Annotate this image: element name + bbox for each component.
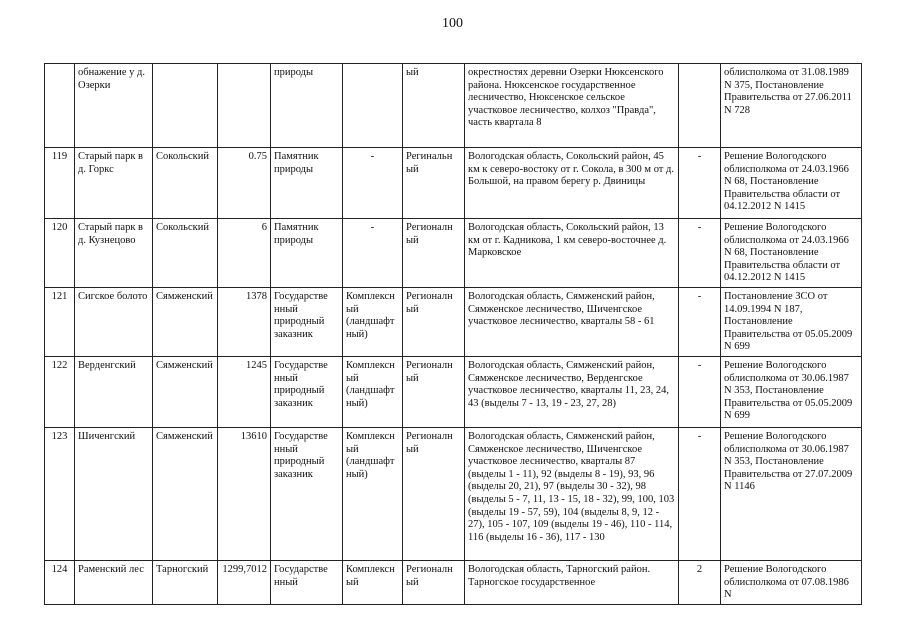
profile: Комплексн ый (ландшафт ный) <box>343 427 403 560</box>
establishing-document: Решение Вологодского облисполкома от 24.03.1966 N 68, Постановление Правительства области от 04.12.2012 N 1415 <box>721 219 862 288</box>
district: Сямженский <box>153 356 218 427</box>
category: Памятник природы <box>271 148 343 219</box>
count: - <box>679 356 721 427</box>
row-number: 124 <box>45 560 75 604</box>
area: 1245 <box>218 356 271 427</box>
row-number: 119 <box>45 148 75 219</box>
row-number: 122 <box>45 356 75 427</box>
establishing-document: Решение Вологодского облисполкома от 30.06.1987 N 353, Постановление Правительства от 05.05.2009 N 699 <box>721 356 862 427</box>
district: Сокольский <box>153 219 218 288</box>
count: - <box>679 219 721 288</box>
establishing-document: Решение Вологодского облисполкома от 07.08.1986 N <box>721 560 862 604</box>
count <box>679 64 721 148</box>
object-name: Раменский лес <box>75 560 153 604</box>
location: Вологодская область, Тарногский район. Тарногское государственное <box>465 560 679 604</box>
district: Тарногский <box>153 560 218 604</box>
district <box>153 64 218 148</box>
row-number <box>45 64 75 148</box>
object-name: Старый парк в д. Кузнецово <box>75 219 153 288</box>
location: Вологодская область, Сямженский район, Сямженское лесничество, Верденгское участковое лесничество, кварталы 11, 23, 24, 43 (выделы 7 - 13, 19 - 23, 27, 28) <box>465 356 679 427</box>
profile: - <box>343 219 403 288</box>
table-row <box>45 64 862 148</box>
location: окрестностях деревни Озерки Нюксенского района. Нюксенское государственное лесничество, Нюксенское сельское участковое лесничество, колхоз "Правда", часть квартала 8 <box>465 64 679 148</box>
category: Государстве нный природный заказник <box>271 356 343 427</box>
object-name: Сигское болото <box>75 288 153 357</box>
table-row <box>45 288 862 357</box>
area: 13610 <box>218 427 271 560</box>
significance: Регионалн ый <box>403 560 465 604</box>
table-row <box>45 219 862 288</box>
category: природы <box>271 64 343 148</box>
area <box>218 64 271 148</box>
object-name: Верденгский <box>75 356 153 427</box>
category: Государстве нный <box>271 560 343 604</box>
table-row <box>45 356 862 427</box>
category: Государстве нный природный заказник <box>271 427 343 560</box>
row-number: 120 <box>45 219 75 288</box>
category: Памятник природы <box>271 219 343 288</box>
area: 6 <box>218 219 271 288</box>
count: - <box>679 288 721 357</box>
object-name: обнажение у д. Озерки <box>75 64 153 148</box>
significance: Регинальн ый <box>403 148 465 219</box>
profile: Комплексн ый (ландшафт ный) <box>343 356 403 427</box>
district: Сямженский <box>153 288 218 357</box>
table-row <box>45 427 862 560</box>
location: Вологодская область, Сокольский район, 13 км от г. Кадникова, 1 км северо-восточнее д. Марковское <box>465 219 679 288</box>
location: Вологодская область, Сямженский район, Сямженское лесничество, Шиченгское участковое лесничество, кварталы 58 - 61 <box>465 288 679 357</box>
category: Государстве нный природный заказник <box>271 288 343 357</box>
district: Сямженский <box>153 427 218 560</box>
area: 0.75 <box>218 148 271 219</box>
row-number: 123 <box>45 427 75 560</box>
table-row <box>45 560 862 604</box>
significance: Регионалн ый <box>403 288 465 357</box>
profile: Комплексн ый <box>343 560 403 604</box>
protected-areas-table <box>44 63 862 605</box>
establishing-document: Постановление ЗСО от 14.09.1994 N 187, Постановление Правительства от 05.05.2009 N 699 <box>721 288 862 357</box>
count: 2 <box>679 560 721 604</box>
establishing-document: облисполкома от 31.08.1989 N 375, Постановление Правительства от 27.06.2011 N 728 <box>721 64 862 148</box>
significance: Регионалн ый <box>403 219 465 288</box>
profile: - <box>343 148 403 219</box>
area: 1299,7012 <box>218 560 271 604</box>
location: Вологодская область, Сокольский район, 45 км к северо-востоку от г. Сокола, в 300 м от д. Большой, на правом берегу р. Двиницы <box>465 148 679 219</box>
establishing-document: Решение Вологодского облисполкома от 30.06.1987 N 353, Постановление Правительства от 27.07.2009 N 1146 <box>721 427 862 560</box>
significance: Регионалн ый <box>403 427 465 560</box>
establishing-document: Решение Вологодского облисполкома от 24.03.1966 N 68, Постановление Правительства области от 04.12.2012 N 1415 <box>721 148 862 219</box>
row-number: 121 <box>45 288 75 357</box>
significance: ый <box>403 64 465 148</box>
object-name: Старый парк в д. Горкс <box>75 148 153 219</box>
count: - <box>679 148 721 219</box>
significance: Регионалн ый <box>403 356 465 427</box>
location: Вологодская область, Сямженский район, Сямженское лесничество, Шиченгское участковое лесничество, кварталы 87 (выделы 1 - 11), 92 (выделы 8 - 19), 93, 96 (выделы 20, 21), 97 (выделы 30 - 32), 98 (выделы 5 - 7, 11, 13 - 15, 18 - 32), 99, 100, 103 (выделы 19 - 57, 59), 104 (выделы 8, 9, 12 - 27), 105 - 107, 109 (выделы 19 - 46), 110 - 114, 116 (выделы 16 - 36), 117 - 130 <box>465 427 679 560</box>
count: - <box>679 427 721 560</box>
page-number: 100 <box>442 16 463 31</box>
object-name: Шиченгский <box>75 427 153 560</box>
profile: Комплексн ый (ландшафт ный) <box>343 288 403 357</box>
area: 1378 <box>218 288 271 357</box>
table-row <box>45 148 862 219</box>
profile <box>343 64 403 148</box>
district: Сокольский <box>153 148 218 219</box>
